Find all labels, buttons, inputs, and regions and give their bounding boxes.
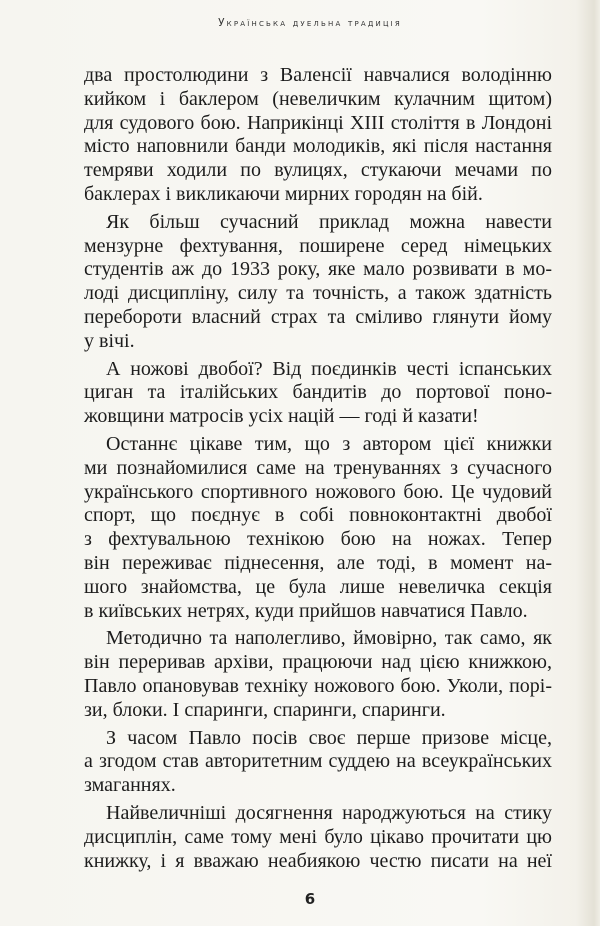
text-line: кийком і баклером (невеличким кулачним щитом) <box>84 87 552 110</box>
text-line: перебороти власний страх та сміливо глянути йому <box>84 305 552 328</box>
paragraph <box>84 358 552 429</box>
text-line: ми познайомилися саме на тренуваннях з сучасного <box>84 456 552 479</box>
text-line: змаганнях. <box>84 774 176 797</box>
text-line: мензурне фехтування, поширене серед німецьких <box>84 234 552 257</box>
text-line: студентів аж до 1933 року, яке мало розвивати в мо- <box>84 258 552 281</box>
text-line: дисциплін, саме тому мені було цікаво прочитати цю <box>84 825 552 848</box>
text-line: для судового бою. Наприкінці XIII століття в Лондоні <box>84 111 552 134</box>
body-text <box>84 64 552 877</box>
text-line: спорт, що поєднує в собі повноконтактні двобої <box>84 504 552 527</box>
running-head: Українська дуельна традиція <box>218 17 402 29</box>
text-line: а згодом став авторитетним суддею на всеукраїнських <box>84 750 552 773</box>
text-line: Методично та наполегливо, ймовірно, так само, як <box>106 627 552 650</box>
text-line: темряви ходили по вулицях, стукаючи мечами по <box>84 159 552 182</box>
text-line: Найвеличніші досягнення народжуються на стику <box>106 801 552 824</box>
text-line: зи, блоки. І спаринги, спаринги, спаринги. <box>84 698 446 721</box>
paragraph <box>84 433 552 623</box>
text-line: книжку, і я вважаю неабиякою честю писати на неї <box>84 849 552 872</box>
text-line: з фехтувальною технікою бою на ножах. Тепер <box>84 528 552 551</box>
text-line: в київських нетрях, куди прийшов навчатися Павло. <box>84 599 528 622</box>
page-number: 6 <box>304 890 316 908</box>
text-line: він переживає піднесення, але тоді, в момент на- <box>84 551 552 574</box>
paragraph <box>84 627 552 722</box>
text-line: українського спортивного ножового бою. Це чудовий <box>84 480 552 503</box>
text-line: З часом Павло посів своє перше призове місце, <box>106 726 552 749</box>
text-line: два простолюдини з Валенсії навчалися володінню <box>84 64 552 86</box>
text-line: лоді дисципліну, силу та точність, а також здатність <box>84 282 552 305</box>
text-line: у вічі. <box>84 329 135 352</box>
text-line: Павло опановував техніку ножового бою. Уколи, порі- <box>84 674 552 697</box>
text-line: жовщини матросів усіх націй — годі й казати! <box>84 405 479 428</box>
text-line: циган та італійських бандитів до портової поно- <box>84 381 552 404</box>
paragraph <box>84 64 552 207</box>
text-line: Останнє цікаве тим, що з автором цієї книжки <box>106 432 552 455</box>
text-line: місто наповнили банди молодиків, які після настання <box>84 135 552 158</box>
text-line: Як більш сучасний приклад можна навести <box>106 210 552 233</box>
text-line: він переривав архіви, працюючи над цією книжкою, <box>84 651 552 674</box>
text-line: А ножові двобої? Від поєдинків честі іспанських <box>106 357 552 380</box>
text-line: баклерах і викликаючи мирних городян на бій. <box>84 182 483 205</box>
paragraph <box>84 211 552 354</box>
paragraph <box>84 802 552 873</box>
text-line: шого знайомства, це була лише невеличка секція <box>84 575 552 598</box>
paragraph <box>84 727 552 798</box>
